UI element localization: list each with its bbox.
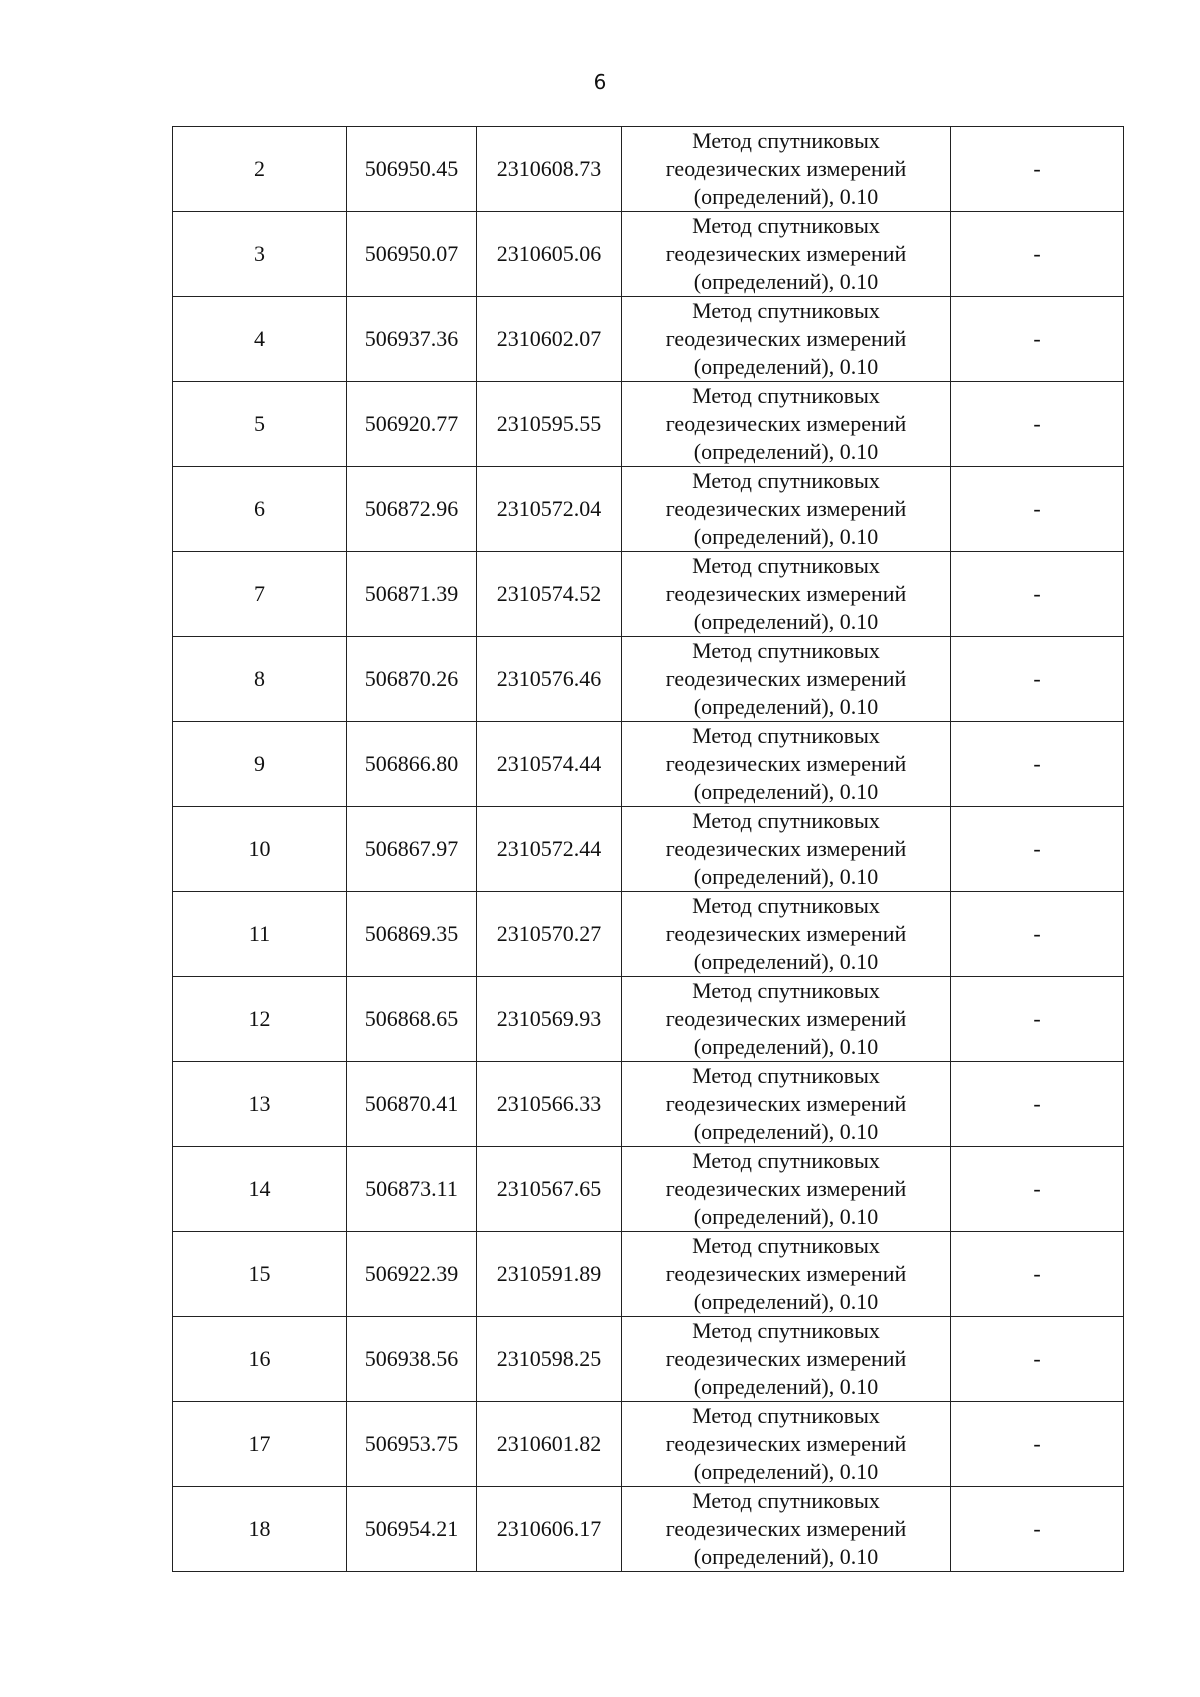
point-description-cell: - bbox=[951, 807, 1124, 892]
method-accuracy-cell bbox=[622, 382, 951, 467]
table-row bbox=[173, 892, 1124, 977]
method-line: Метод спутниковых bbox=[692, 1318, 880, 1343]
method-line: Метод спутниковых bbox=[692, 723, 880, 748]
method-line: Метод спутниковых bbox=[692, 808, 880, 833]
y-coordinate-cell: 2310598.25 bbox=[477, 1317, 622, 1402]
y-coordinate-cell: 2310570.27 bbox=[477, 892, 622, 977]
method-accuracy-cell bbox=[622, 1062, 951, 1147]
y-coordinate-cell: 2310601.82 bbox=[477, 1402, 622, 1487]
method-line: Метод спутниковых bbox=[692, 553, 880, 578]
method-accuracy-cell bbox=[622, 637, 951, 722]
x-coordinate-cell: 506950.45 bbox=[347, 127, 477, 212]
method-line: (определений), 0.10 bbox=[693, 269, 879, 294]
x-coordinate-cell: 506950.07 bbox=[347, 212, 477, 297]
method-line: Метод спутниковых bbox=[692, 128, 880, 153]
method-line: Метод спутниковых bbox=[692, 298, 880, 323]
method-line: геодезических измерений bbox=[665, 921, 907, 946]
method-line: Метод спутниковых bbox=[692, 383, 880, 408]
x-coordinate-cell: 506866.80 bbox=[347, 722, 477, 807]
point-description-cell: - bbox=[951, 212, 1124, 297]
table-row bbox=[173, 467, 1124, 552]
point-number-cell: 4 bbox=[173, 297, 347, 382]
x-coordinate-cell: 506922.39 bbox=[347, 1232, 477, 1317]
y-coordinate-cell: 2310606.17 bbox=[477, 1487, 622, 1572]
method-line: Метод спутниковых bbox=[692, 978, 880, 1003]
point-description-cell: - bbox=[951, 1232, 1124, 1317]
method-line: геодезических измерений bbox=[665, 1176, 907, 1201]
method-line: геодезических измерений bbox=[665, 1431, 907, 1456]
method-accuracy-cell bbox=[622, 297, 951, 382]
table-row bbox=[173, 382, 1124, 467]
method-line: (определений), 0.10 bbox=[693, 864, 879, 889]
method-accuracy-cell bbox=[622, 1232, 951, 1317]
method-line: геодезических измерений bbox=[665, 1006, 907, 1031]
method-line: (определений), 0.10 bbox=[693, 1374, 879, 1399]
method-line: Метод спутниковых bbox=[692, 468, 880, 493]
method-line: геодезических измерений bbox=[665, 1346, 907, 1371]
method-accuracy-cell bbox=[622, 467, 951, 552]
method-line: (определений), 0.10 bbox=[693, 524, 879, 549]
point-number-cell: 12 bbox=[173, 977, 347, 1062]
method-line: (определений), 0.10 bbox=[693, 1119, 879, 1144]
point-description-cell: - bbox=[951, 722, 1124, 807]
point-number-cell: 6 bbox=[173, 467, 347, 552]
x-coordinate-cell: 506873.11 bbox=[347, 1147, 477, 1232]
method-line: Метод спутниковых bbox=[692, 638, 880, 663]
point-number-cell: 16 bbox=[173, 1317, 347, 1402]
coordinates-table bbox=[172, 126, 1124, 1572]
method-line: Метод спутниковых bbox=[692, 1403, 880, 1428]
y-coordinate-cell: 2310572.04 bbox=[477, 467, 622, 552]
method-line: геодезических измерений bbox=[665, 1091, 907, 1116]
method-line: (определений), 0.10 bbox=[693, 1204, 879, 1229]
point-number-cell: 5 bbox=[173, 382, 347, 467]
method-line: геодезических измерений bbox=[665, 156, 907, 181]
point-number-cell: 13 bbox=[173, 1062, 347, 1147]
y-coordinate-cell: 2310576.46 bbox=[477, 637, 622, 722]
table-row bbox=[173, 1402, 1124, 1487]
method-accuracy-cell bbox=[622, 127, 951, 212]
x-coordinate-cell: 506871.39 bbox=[347, 552, 477, 637]
method-line: геодезических измерений bbox=[665, 836, 907, 861]
point-description-cell: - bbox=[951, 1062, 1124, 1147]
x-coordinate-cell: 506868.65 bbox=[347, 977, 477, 1062]
point-number-cell: 2 bbox=[173, 127, 347, 212]
x-coordinate-cell: 506937.36 bbox=[347, 297, 477, 382]
y-coordinate-cell: 2310595.55 bbox=[477, 382, 622, 467]
method-accuracy-cell bbox=[622, 892, 951, 977]
method-accuracy-cell bbox=[622, 807, 951, 892]
point-description-cell: - bbox=[951, 1402, 1124, 1487]
point-description-cell: - bbox=[951, 892, 1124, 977]
table-row bbox=[173, 977, 1124, 1062]
x-coordinate-cell: 506938.56 bbox=[347, 1317, 477, 1402]
point-number-cell: 3 bbox=[173, 212, 347, 297]
method-line: Метод спутниковых bbox=[692, 1063, 880, 1088]
y-coordinate-cell: 2310608.73 bbox=[477, 127, 622, 212]
point-number-cell: 10 bbox=[173, 807, 347, 892]
method-line: геодезических измерений bbox=[665, 411, 907, 436]
point-description-cell: - bbox=[951, 127, 1124, 212]
x-coordinate-cell: 506954.21 bbox=[347, 1487, 477, 1572]
y-coordinate-cell: 2310567.65 bbox=[477, 1147, 622, 1232]
method-line: (определений), 0.10 bbox=[693, 354, 879, 379]
x-coordinate-cell: 506870.26 bbox=[347, 637, 477, 722]
x-coordinate-cell: 506953.75 bbox=[347, 1402, 477, 1487]
point-number-cell: 9 bbox=[173, 722, 347, 807]
method-line: геодезических измерений bbox=[665, 326, 907, 351]
table-row bbox=[173, 722, 1124, 807]
method-accuracy-cell bbox=[622, 212, 951, 297]
point-number-cell: 7 bbox=[173, 552, 347, 637]
point-description-cell: - bbox=[951, 977, 1124, 1062]
method-line: геодезических измерений bbox=[665, 1261, 907, 1286]
method-line: Метод спутниковых bbox=[692, 1488, 880, 1513]
table-row bbox=[173, 212, 1124, 297]
method-line: (определений), 0.10 bbox=[693, 439, 879, 464]
table-row bbox=[173, 127, 1124, 212]
page-number: 6 bbox=[593, 70, 607, 94]
method-accuracy-cell bbox=[622, 1487, 951, 1572]
method-line: (определений), 0.10 bbox=[693, 1289, 879, 1314]
table-row bbox=[173, 1062, 1124, 1147]
point-number-cell: 8 bbox=[173, 637, 347, 722]
table-row bbox=[173, 1232, 1124, 1317]
point-description-cell: - bbox=[951, 1147, 1124, 1232]
x-coordinate-cell: 506872.96 bbox=[347, 467, 477, 552]
method-accuracy-cell bbox=[622, 1402, 951, 1487]
point-description-cell: - bbox=[951, 637, 1124, 722]
method-accuracy-cell bbox=[622, 722, 951, 807]
point-description-cell: - bbox=[951, 382, 1124, 467]
table-row bbox=[173, 1487, 1124, 1572]
method-line: (определений), 0.10 bbox=[693, 1034, 879, 1059]
method-accuracy-cell bbox=[622, 977, 951, 1062]
point-number-cell: 15 bbox=[173, 1232, 347, 1317]
y-coordinate-cell: 2310566.33 bbox=[477, 1062, 622, 1147]
table-row bbox=[173, 1147, 1124, 1232]
method-line: (определений), 0.10 bbox=[693, 184, 879, 209]
method-line: геодезических измерений bbox=[665, 751, 907, 776]
point-number-cell: 14 bbox=[173, 1147, 347, 1232]
y-coordinate-cell: 2310605.06 bbox=[477, 212, 622, 297]
method-line: (определений), 0.10 bbox=[693, 694, 879, 719]
x-coordinate-cell: 506920.77 bbox=[347, 382, 477, 467]
y-coordinate-cell: 2310574.44 bbox=[477, 722, 622, 807]
method-line: (определений), 0.10 bbox=[693, 1459, 879, 1484]
method-line: (определений), 0.10 bbox=[693, 779, 879, 804]
y-coordinate-cell: 2310569.93 bbox=[477, 977, 622, 1062]
method-line: геодезических измерений bbox=[665, 496, 907, 521]
point-description-cell: - bbox=[951, 297, 1124, 382]
method-line: геодезических измерений bbox=[665, 581, 907, 606]
point-description-cell: - bbox=[951, 1317, 1124, 1402]
coordinates-table-body bbox=[173, 127, 1124, 1572]
table-row bbox=[173, 637, 1124, 722]
x-coordinate-cell: 506870.41 bbox=[347, 1062, 477, 1147]
method-line: геодезических измерений bbox=[665, 241, 907, 266]
table-row bbox=[173, 807, 1124, 892]
point-description-cell: - bbox=[951, 1487, 1124, 1572]
y-coordinate-cell: 2310591.89 bbox=[477, 1232, 622, 1317]
method-accuracy-cell bbox=[622, 552, 951, 637]
method-line: геодезических измерений bbox=[665, 666, 907, 691]
point-description-cell: - bbox=[951, 552, 1124, 637]
method-line: Метод спутниковых bbox=[692, 893, 880, 918]
method-line: геодезических измерений bbox=[665, 1516, 907, 1541]
table-row bbox=[173, 552, 1124, 637]
method-line: Метод спутниковых bbox=[692, 1233, 880, 1258]
method-accuracy-cell bbox=[622, 1317, 951, 1402]
table-row bbox=[173, 1317, 1124, 1402]
x-coordinate-cell: 506869.35 bbox=[347, 892, 477, 977]
point-number-cell: 11 bbox=[173, 892, 347, 977]
x-coordinate-cell: 506867.97 bbox=[347, 807, 477, 892]
y-coordinate-cell: 2310574.52 bbox=[477, 552, 622, 637]
method-line: (определений), 0.10 bbox=[693, 949, 879, 974]
method-accuracy-cell bbox=[622, 1147, 951, 1232]
point-number-cell: 17 bbox=[173, 1402, 347, 1487]
point-number-cell: 18 bbox=[173, 1487, 347, 1572]
table-row bbox=[173, 297, 1124, 382]
point-description-cell: - bbox=[951, 467, 1124, 552]
method-line: Метод спутниковых bbox=[692, 1148, 880, 1173]
y-coordinate-cell: 2310572.44 bbox=[477, 807, 622, 892]
y-coordinate-cell: 2310602.07 bbox=[477, 297, 622, 382]
method-line: (определений), 0.10 bbox=[693, 1544, 879, 1569]
method-line: Метод спутниковых bbox=[692, 213, 880, 238]
method-line: (определений), 0.10 bbox=[693, 609, 879, 634]
